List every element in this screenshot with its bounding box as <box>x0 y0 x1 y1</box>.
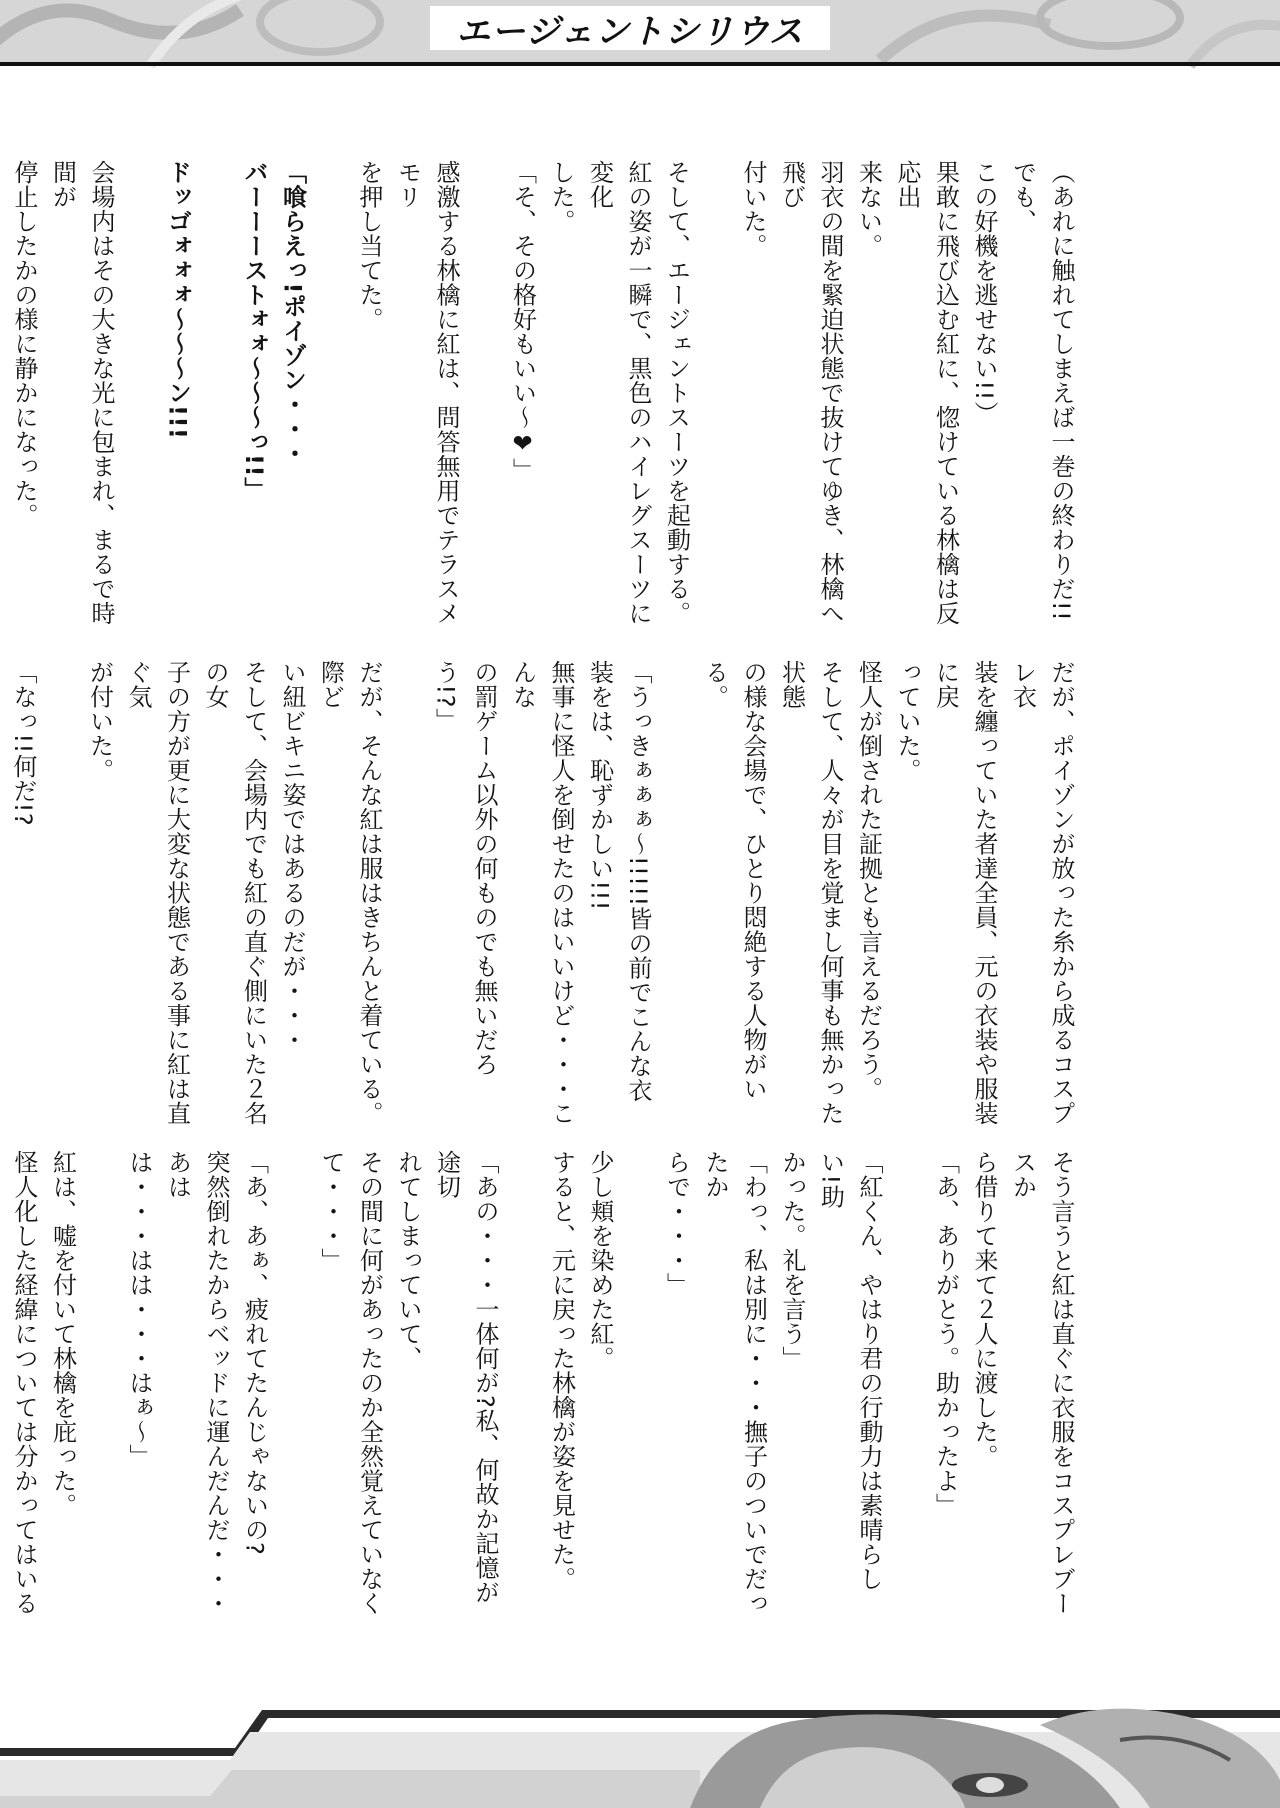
paragraph: 紅は、嘘を付いて林檎を庇った。 怪人化した経緯については分かってはいる <box>10 1150 77 1616</box>
paragraph: 感激する林檎に紅は、問答無用でテラスメモリ を押し当てた。 <box>355 160 460 626</box>
text-block-lower <box>10 1150 1080 1620</box>
paragraph: ドッゴォォォ～～～ン!!! <box>163 160 192 440</box>
paragraph: （あれに触れてしまえば一巻の終わりだ!!でも、 この好機を逃せない!!） <box>970 160 1075 622</box>
paragraph: 怪人が倒された証拠とも言えるだろう。 そして、人々が目を覚まし何事も無かった状態 の様な会場で、ひとり悶絶する人物がいる。 <box>700 660 883 1126</box>
paragraph: 「喰らえっ!ポイゾン・・・ バーーーストォォ～～～っ!!」 <box>240 160 307 502</box>
text-block-middle <box>9 660 1080 1130</box>
paragraph: 少し頬を染めた紅。 すると、元に戻った林檎が姿を見せた。 <box>547 1150 614 1591</box>
paragraph: 「そ、その格好もいい～❤」 <box>508 160 537 483</box>
header-rule <box>0 62 1280 66</box>
paragraph: 「うっきぁぁぁ～!!!!!皆の前でこんな衣 装をは、恥ずかしい!!! 無事に怪人を倒せたのはいいけど・・・こんな の罰ゲーム以外の何ものでも無いだろう!?」 <box>431 660 652 1126</box>
paragraph: 「わっ、私は別に・・・撫子のついでだったか らで・・・」 <box>662 1150 768 1616</box>
paragraph: 「あの・・・一体何が?私、何故か記憶が途切 れてしまっていて、 その間に何があったのか全然覚えていなく て・・・」 <box>317 1150 499 1616</box>
paragraph: 会場内はその大きな光に包まれ、まるで時間が 停止したかの様に静かになった。 <box>10 160 115 626</box>
page-header <box>0 0 1280 66</box>
paragraph: 「なっ!!何だ!? <box>9 660 37 827</box>
header-title-plate <box>430 6 830 50</box>
paragraph: 果敢に飛び込む紅に、惚けている林檎は反応出 来ない。 羽衣の間を緊迫状態で抜けてゆき、林檎へ飛び 付いた。 <box>739 160 960 626</box>
footer-illustration <box>0 1700 1280 1808</box>
paragraph: だが、ポイゾンが放った糸から成るコスプレ衣 装を纏っていた者達全員、元の衣装や服装に戻 っていた。 <box>893 660 1075 1126</box>
paragraph: そして、エージェントスーツを起動する。 紅の姿が一瞬で、黒色のハイレグスーツに変化 した。 <box>547 160 691 626</box>
text-block-upper <box>10 160 1080 640</box>
paragraph: だが、そんな紅は服はきちんと着ている。際ど い紐ビキニ姿ではあるのだが・・・ そして、会場内でも紅の直ぐ側にいた２名の女 子の方が更に大変な状態である事に紅は直ぐ気 が付いた。 <box>85 660 383 1126</box>
paragraph: 「紅くん、やはり君の行動力は素晴らしい!助 かった。礼を言う」 <box>778 1150 883 1591</box>
paragraph: そう言うと紅は直ぐに衣服をコスプレブースか ら借りて来て２人に渡した。 <box>970 1150 1075 1616</box>
paragraph: 「あ、あぁ、疲れてたんじゃないの? 突然倒れたからベッドに運んだんだ・・・あは は・・・はは・・・はぁ～」 <box>125 1150 269 1616</box>
page-title: エージェントシリウス <box>456 11 804 52</box>
page-footer <box>0 1700 1280 1808</box>
paragraph: 「あ、ありがとう。助かったよ」 <box>931 1150 960 1518</box>
